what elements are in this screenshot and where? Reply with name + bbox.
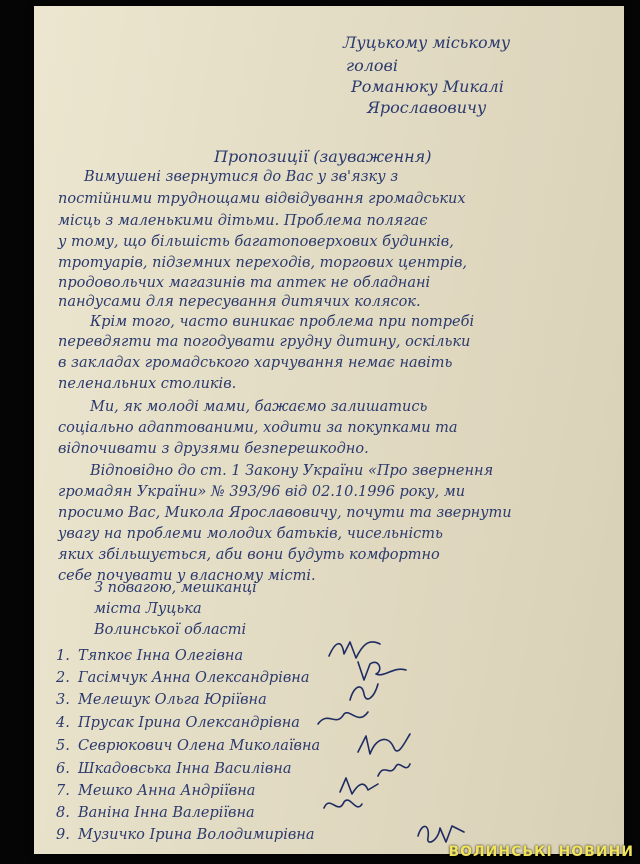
signatory-number: 8. — [56, 805, 70, 821]
body-line: перевдягти та погодувати грудну дитину, оскільки — [58, 334, 471, 350]
signatory-name: Музичко Ірина Володимирівна — [78, 827, 315, 843]
body-line: Крім того, часто виникає проблема при потребі — [90, 314, 475, 330]
body-line: яких збільшується, аби вони будуть комфортно — [58, 547, 440, 563]
body-line: увагу на проблеми молодих батьків, чисельність — [58, 526, 443, 542]
signatory-number: 2. — [56, 670, 70, 686]
signatory-name: Севрюкович Олена Миколаївна — [78, 738, 321, 754]
body-line: Вимушені звернутися до Вас у зв'язку з — [84, 169, 399, 185]
body-line: себе почувати у власному місті. — [58, 568, 316, 584]
signatory-name: Ваніна Інна Валеріївна — [78, 805, 255, 821]
signatory-number: 5. — [56, 738, 70, 754]
addressee-line-3: Романюку Микалі — [351, 77, 504, 96]
signatory-name: Тяпкоє Інна Олегівна — [78, 648, 244, 664]
signatory-number: 1. — [56, 648, 70, 664]
body-line: Ми, як молоді мами, бажаємо залишатись — [90, 399, 428, 415]
signature-3 — [344, 678, 384, 708]
signatory-name: Прусак Ірина Олександрівна — [78, 715, 300, 731]
body-line: у тому, що більшість багатоповерхових будинків, — [58, 234, 454, 250]
signatory-number: 9. — [56, 827, 70, 843]
body-line: продовольчих магазинів та аптек не обладнані — [58, 275, 431, 291]
signatory-name: Гасімчук Анна Олександрівна — [78, 670, 310, 686]
body-line: в закладах громадського харчування немає навіть — [58, 355, 453, 371]
signatory-number: 7. — [56, 783, 70, 799]
letter-sheet — [34, 6, 624, 854]
body-line: пандусами для пересування дитячих колясок. — [58, 294, 421, 310]
signatory-number: 4. — [56, 715, 70, 731]
closing-line-1: З повагою, мешканці — [94, 580, 257, 596]
addressee-line-4: Ярославовичу — [367, 98, 487, 117]
signatory-name: Мешко Анна Андріївна — [78, 783, 256, 799]
signatory-number: 3. — [56, 692, 70, 708]
body-line: постійними труднощами відвідування громадських — [58, 191, 466, 207]
signatory-name: Шкадовська Інна Василівна — [78, 761, 292, 777]
signatory-number: 6. — [56, 761, 70, 777]
body-line: Відповідно до ст. 1 Закону України «Про звернення — [90, 463, 494, 479]
letter-title: Пропозиції (зауваження) — [214, 147, 432, 166]
body-line: пеленальних столиків. — [58, 376, 237, 392]
body-line: просимо Вас, Микола Ярославовичу, почути та звернути — [58, 505, 512, 521]
body-line: відпочивати з друзями безперешкодно. — [58, 441, 369, 457]
body-line: соціально адаптованими, ходити за покупками та — [58, 420, 458, 436]
signature-8 — [320, 792, 366, 820]
body-line: громадян України» № 393/96 від 02.10.1996 року, ми — [58, 484, 466, 500]
addressee-line-2: голові — [346, 56, 398, 75]
body-line: тротуарів, підземних переходів, торгових центрів, — [58, 255, 468, 271]
signatory-name: Мелешук Ольга Юріївна — [78, 692, 267, 708]
closing-line-3: Волинської області — [94, 622, 247, 638]
watermark: ВОЛИНСЬКІ НОВИНИ — [448, 844, 634, 860]
closing-line-2: міста Луцька — [94, 601, 202, 617]
addressee-line-1: Луцькому міському — [343, 33, 511, 52]
body-line: місць з маленькими дітьми. Проблема полягає — [58, 213, 428, 229]
